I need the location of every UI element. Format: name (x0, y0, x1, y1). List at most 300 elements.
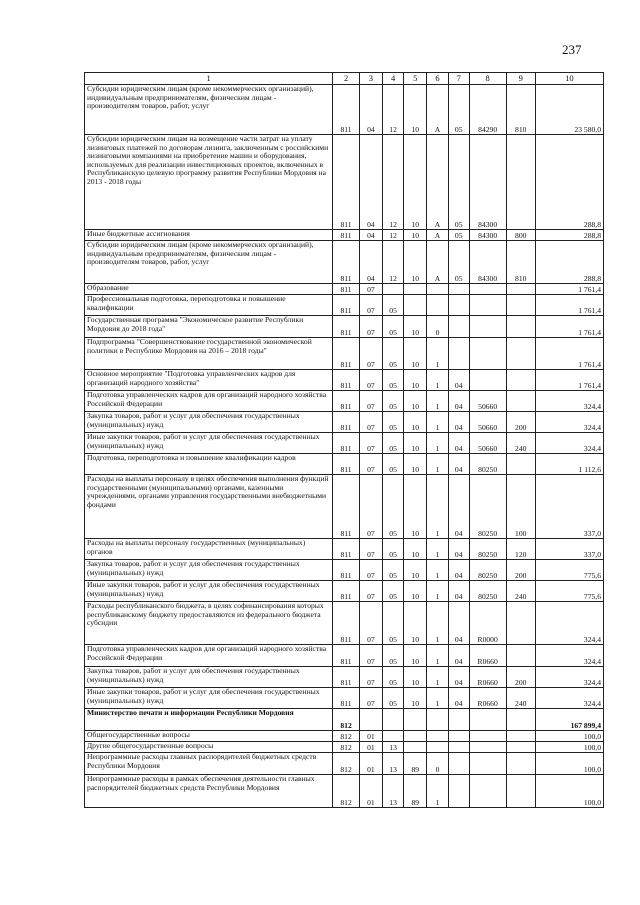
code-cell: 07 (360, 560, 383, 581)
code-cell: 04 (448, 539, 469, 560)
code-cell: R0000 (469, 602, 506, 645)
code-cell (404, 742, 427, 753)
column-header: 1 (85, 73, 333, 85)
code-cell: 1 (427, 667, 449, 688)
code-cell (469, 775, 506, 808)
amount-cell: 324,4 (535, 688, 603, 709)
code-cell: 10 (404, 85, 427, 135)
row-name-cell: Образование (85, 284, 333, 295)
table-row (85, 135, 604, 230)
table-row (85, 539, 604, 560)
code-cell: 811 (333, 667, 360, 688)
code-cell: 1 (427, 581, 449, 602)
row-name-cell: Расходы республиканского бюджета, в целях софинансирования которых республиканскому бюджету предоставляются из федерального бюджета субсидии (85, 602, 333, 645)
code-cell: 1 (427, 338, 449, 370)
table-body (85, 85, 604, 808)
row-name-cell: Подготовка управленческих кадров для организаций народного хозяйства Российской Федерации (85, 645, 333, 667)
code-cell: 05 (382, 295, 404, 316)
code-cell: 05 (448, 85, 469, 135)
table-row (85, 284, 604, 295)
row-name-cell: Общегосударственные вопросы (85, 731, 333, 742)
amount-cell: 1 761,4 (535, 316, 603, 338)
code-cell: 810 (506, 241, 535, 284)
code-cell: 811 (333, 602, 360, 645)
code-cell: 07 (360, 391, 383, 412)
code-cell: 04 (448, 433, 469, 454)
code-cell: 811 (333, 560, 360, 581)
code-cell (506, 135, 535, 230)
row-name-cell: Иные закупки товаров, работ и услуг для обеспечения государственных (муниципальных) нужд (85, 433, 333, 454)
code-cell (506, 370, 535, 391)
amount-cell: 1 761,4 (535, 370, 603, 391)
table-row (85, 645, 604, 667)
code-cell: 0 (427, 753, 449, 775)
column-header: 9 (506, 73, 535, 85)
amount-cell: 324,4 (535, 667, 603, 688)
code-cell: 04 (448, 560, 469, 581)
code-cell: 04 (360, 241, 383, 284)
code-cell: 1 (427, 602, 449, 645)
table-row (85, 85, 604, 135)
amount-cell: 337,0 (535, 475, 603, 539)
code-cell: 811 (333, 230, 360, 241)
amount-cell: 288,8 (535, 230, 603, 241)
code-cell: 200 (506, 412, 535, 433)
code-cell: 1 (427, 454, 449, 475)
table-row (85, 316, 604, 338)
table-row (85, 295, 604, 316)
table-row (85, 731, 604, 742)
code-cell: 07 (360, 475, 383, 539)
code-cell: 07 (360, 295, 383, 316)
code-cell: 10 (404, 581, 427, 602)
code-cell: 13 (382, 753, 404, 775)
code-cell: 120 (506, 539, 535, 560)
code-cell: 811 (333, 475, 360, 539)
row-name-cell: Иные бюджетные ассигнования (85, 230, 333, 241)
code-cell: 240 (506, 688, 535, 709)
code-cell: 812 (333, 731, 360, 742)
code-cell: 50660 (469, 391, 506, 412)
code-cell: 89 (404, 753, 427, 775)
code-cell: 84300 (469, 230, 506, 241)
code-cell: 10 (404, 135, 427, 230)
code-cell: 04 (360, 230, 383, 241)
code-cell: 04 (448, 391, 469, 412)
code-cell (506, 338, 535, 370)
code-cell: А (427, 241, 449, 284)
code-cell: 07 (360, 370, 383, 391)
code-cell: 13 (382, 775, 404, 808)
amount-cell: 288,8 (535, 241, 603, 284)
table-row (85, 667, 604, 688)
column-header: 3 (360, 73, 383, 85)
code-cell: 05 (448, 230, 469, 241)
code-cell: 84290 (469, 85, 506, 135)
code-cell: 10 (404, 391, 427, 412)
code-cell: 1 (427, 475, 449, 539)
code-cell: 1 (427, 433, 449, 454)
code-cell: 10 (404, 230, 427, 241)
code-cell: 240 (506, 581, 535, 602)
row-name-cell: Непрограммные расходы в рамках обеспечения деятельности главных распорядителей бюджетных средств Республики Мордовия (85, 775, 333, 808)
amount-cell: 100,0 (535, 753, 603, 775)
code-cell: 80250 (469, 581, 506, 602)
table-row (85, 391, 604, 412)
code-cell: 05 (382, 539, 404, 560)
table-row (85, 688, 604, 709)
amount-cell: 288,8 (535, 135, 603, 230)
code-cell: 01 (360, 731, 383, 742)
code-cell: 07 (360, 645, 383, 667)
code-cell: 1 (427, 391, 449, 412)
code-cell: 810 (506, 85, 535, 135)
code-cell (469, 709, 506, 731)
code-cell (469, 295, 506, 316)
code-cell (360, 709, 383, 731)
code-cell: 811 (333, 241, 360, 284)
code-cell: 04 (448, 412, 469, 433)
code-cell: 1 (427, 539, 449, 560)
row-name-cell: Другие общегосударственные вопросы (85, 742, 333, 753)
code-cell (427, 742, 449, 753)
code-cell (506, 295, 535, 316)
code-cell: 10 (404, 316, 427, 338)
code-cell: 10 (404, 688, 427, 709)
code-cell (404, 295, 427, 316)
code-cell: 811 (333, 284, 360, 295)
code-cell: 12 (382, 230, 404, 241)
code-cell (448, 316, 469, 338)
row-name-cell: Субсидии юридическим лицам (кроме некоммерческих организаций), индивидуальным предпринимателям, физическим лицам - производителям товаров, работ, услуг (85, 241, 333, 284)
amount-cell: 337,0 (535, 539, 603, 560)
row-name-cell: Непрограммные расходы главных распорядителей бюджетных средств Республики Мордовия (85, 753, 333, 775)
code-cell (506, 731, 535, 742)
code-cell: 04 (448, 581, 469, 602)
row-name-cell: Министерство печати и информации Республики Мордовия (85, 709, 333, 731)
code-cell: 07 (360, 454, 383, 475)
code-cell: 12 (382, 135, 404, 230)
code-cell (506, 709, 535, 731)
row-name-cell: Подготовка, переподготовка и повышение квалификации кадров (85, 454, 333, 475)
amount-cell: 23 580,0 (535, 85, 603, 135)
code-cell (506, 391, 535, 412)
code-cell: 07 (360, 412, 383, 433)
table-row (85, 560, 604, 581)
code-cell: А (427, 135, 449, 230)
row-name-cell: Иные закупки товаров, работ и услуг для обеспечения государственных (муниципальных) нужд (85, 581, 333, 602)
code-cell: 07 (360, 539, 383, 560)
code-cell (506, 316, 535, 338)
table-row (85, 753, 604, 775)
code-cell (448, 284, 469, 295)
code-cell: 240 (506, 433, 535, 454)
amount-cell: 1 761,4 (535, 338, 603, 370)
code-cell: R0660 (469, 688, 506, 709)
row-name-cell: Субсидии юридическим лицам (кроме некоммерческих организаций), индивидуальным предпринимателям, физическим лицам - производителям товаров, работ, услуг (85, 85, 333, 135)
code-cell: 811 (333, 316, 360, 338)
amount-cell: 775,6 (535, 560, 603, 581)
column-header: 5 (404, 73, 427, 85)
code-cell: 80250 (469, 454, 506, 475)
code-cell: 200 (506, 560, 535, 581)
code-cell (448, 338, 469, 370)
column-header: 8 (469, 73, 506, 85)
code-cell: 811 (333, 370, 360, 391)
code-cell: 812 (333, 742, 360, 753)
code-cell (469, 370, 506, 391)
code-cell: 1 (427, 370, 449, 391)
code-cell (469, 338, 506, 370)
code-cell: 07 (360, 338, 383, 370)
table-row (85, 433, 604, 454)
code-cell: 10 (404, 433, 427, 454)
column-header: 10 (535, 73, 603, 85)
code-cell: 1 (427, 645, 449, 667)
code-cell (448, 295, 469, 316)
amount-cell: 167 899,4 (535, 709, 603, 731)
code-cell: 07 (360, 581, 383, 602)
code-cell (506, 454, 535, 475)
code-cell: 01 (360, 753, 383, 775)
code-cell (382, 731, 404, 742)
row-name-cell: Закупка товаров, работ и услуг для обеспечения государственных (муниципальных) нужд (85, 667, 333, 688)
code-cell (404, 709, 427, 731)
code-cell: 04 (448, 370, 469, 391)
row-name-cell: Подготовка управленческих кадров для организаций народного хозяйства Российской Федерации (85, 391, 333, 412)
code-cell: 04 (448, 602, 469, 645)
code-cell: 07 (360, 316, 383, 338)
code-cell: 1 (427, 412, 449, 433)
row-name-cell: Субсидии юридическим лицам на возмещение части затрат на уплату лизинговых платежей по договорам лизинга, заключенным с российскими лизинговыми компаниями на приобретение машин и оборудования, используемых для реализации инвестиционных проектов, включенных в Республиканскую целевую программу развития Республики Мордовия на 2013 - 2018 годы (85, 135, 333, 230)
amount-cell: 1 112,6 (535, 454, 603, 475)
code-cell: 04 (448, 667, 469, 688)
code-cell: 50660 (469, 433, 506, 454)
code-cell: 10 (404, 667, 427, 688)
code-cell (427, 731, 449, 742)
code-cell (382, 284, 404, 295)
code-cell: 812 (333, 709, 360, 731)
code-cell: 07 (360, 433, 383, 454)
code-cell: 800 (506, 230, 535, 241)
code-cell: 812 (333, 753, 360, 775)
code-cell: 04 (448, 475, 469, 539)
code-cell: 10 (404, 412, 427, 433)
row-name-cell: Расходы на выплаты персоналу государственных (муниципальных) органов (85, 539, 333, 560)
row-name-cell: Закупка товаров, работ и услуг для обеспечения государственных (муниципальных) нужд (85, 412, 333, 433)
code-cell: 05 (448, 135, 469, 230)
code-cell: 05 (382, 370, 404, 391)
code-cell: 811 (333, 338, 360, 370)
code-cell: 05 (382, 475, 404, 539)
code-cell (427, 709, 449, 731)
code-cell: 811 (333, 135, 360, 230)
code-cell: 84300 (469, 241, 506, 284)
code-cell: 80250 (469, 539, 506, 560)
row-name-cell: Основное мероприятие "Подготовка управленческих кадров для организаций народного хозяйства" (85, 370, 333, 391)
table-row (85, 742, 604, 753)
code-cell: А (427, 230, 449, 241)
code-cell: 05 (382, 667, 404, 688)
code-cell: 200 (506, 667, 535, 688)
table-header-row (85, 73, 604, 85)
code-cell: 01 (360, 742, 383, 753)
code-cell: 05 (382, 645, 404, 667)
code-cell: 812 (333, 775, 360, 808)
code-cell: 80250 (469, 475, 506, 539)
column-header: 2 (333, 73, 360, 85)
code-cell (506, 775, 535, 808)
code-cell: 05 (382, 391, 404, 412)
code-cell: 100 (506, 475, 535, 539)
code-cell: 01 (360, 775, 383, 808)
table-row (85, 241, 604, 284)
column-header: 6 (427, 73, 449, 85)
code-cell (427, 295, 449, 316)
code-cell (404, 284, 427, 295)
table-row (85, 230, 604, 241)
row-name-cell: Профессиональная подготовка, переподготовка и повышение квалификации (85, 295, 333, 316)
code-cell (506, 284, 535, 295)
code-cell: 811 (333, 85, 360, 135)
code-cell: 04 (360, 85, 383, 135)
amount-cell: 100,0 (535, 731, 603, 742)
table-row (85, 338, 604, 370)
row-name-cell: Закупка товаров, работ и услуг для обеспечения государственных (муниципальных) нужд (85, 560, 333, 581)
amount-cell: 100,0 (535, 742, 603, 753)
code-cell: 10 (404, 602, 427, 645)
code-cell: 811 (333, 539, 360, 560)
code-cell: 05 (382, 581, 404, 602)
table-row (85, 775, 604, 808)
code-cell: 811 (333, 688, 360, 709)
page-number: 237 (562, 42, 582, 57)
code-cell: 05 (382, 338, 404, 370)
code-cell (506, 645, 535, 667)
code-cell: 13 (382, 742, 404, 753)
code-cell: 07 (360, 667, 383, 688)
code-cell: 12 (382, 85, 404, 135)
code-cell: 05 (382, 602, 404, 645)
code-cell: 05 (382, 454, 404, 475)
code-cell (469, 742, 506, 753)
table-row (85, 412, 604, 433)
amount-cell: 100,0 (535, 775, 603, 808)
code-cell: 04 (448, 688, 469, 709)
code-cell: 50660 (469, 412, 506, 433)
amount-cell: 324,4 (535, 391, 603, 412)
code-cell (448, 775, 469, 808)
code-cell: 04 (448, 645, 469, 667)
code-cell: 04 (448, 454, 469, 475)
budget-table (84, 72, 604, 808)
code-cell: 1 (427, 775, 449, 808)
table-row (85, 709, 604, 731)
table-row (85, 454, 604, 475)
amount-cell: 1 761,4 (535, 295, 603, 316)
code-cell: 0 (427, 316, 449, 338)
amount-cell: 775,6 (535, 581, 603, 602)
code-cell (448, 731, 469, 742)
code-cell: 811 (333, 412, 360, 433)
code-cell: 10 (404, 370, 427, 391)
code-cell: 07 (360, 284, 383, 295)
row-name-cell: Государственная программа "Экономическое развитие Республики Мордовия до 2018 года" (85, 316, 333, 338)
code-cell (469, 316, 506, 338)
code-cell (404, 731, 427, 742)
code-cell: 811 (333, 391, 360, 412)
code-cell: 811 (333, 454, 360, 475)
table-row (85, 370, 604, 391)
column-header: 7 (448, 73, 469, 85)
code-cell: 10 (404, 475, 427, 539)
code-cell (506, 602, 535, 645)
row-name-cell: Подпрограмма "Совершенствование государственной экономической политики в Республике Мордовия на 2016 – 2018 годы" (85, 338, 333, 370)
code-cell: 10 (404, 539, 427, 560)
code-cell: 1 (427, 688, 449, 709)
code-cell: 811 (333, 645, 360, 667)
code-cell (469, 731, 506, 742)
code-cell: 80250 (469, 560, 506, 581)
code-cell (448, 753, 469, 775)
code-cell: 05 (382, 433, 404, 454)
code-cell: 07 (360, 688, 383, 709)
table-row (85, 581, 604, 602)
code-cell: 10 (404, 645, 427, 667)
table-row (85, 602, 604, 645)
amount-cell: 324,4 (535, 433, 603, 454)
code-cell: 05 (382, 316, 404, 338)
code-cell (382, 709, 404, 731)
code-cell (427, 284, 449, 295)
code-cell: 84300 (469, 135, 506, 230)
code-cell (506, 742, 535, 753)
code-cell: А (427, 85, 449, 135)
table-row (85, 475, 604, 539)
code-cell (448, 709, 469, 731)
code-cell: 05 (382, 560, 404, 581)
code-cell: R0660 (469, 667, 506, 688)
row-name-cell: Расходы на выплаты персоналу в целях обеспечения выполнения функций государственными (муниципальными) органами, казенными учреждениями, органами управления государственными внебюджетными фондами (85, 475, 333, 539)
code-cell: 10 (404, 454, 427, 475)
amount-cell: 324,4 (535, 645, 603, 667)
code-cell: 04 (360, 135, 383, 230)
code-cell: 89 (404, 775, 427, 808)
amount-cell: 1 761,4 (535, 284, 603, 295)
code-cell: R0660 (469, 645, 506, 667)
code-cell: 07 (360, 602, 383, 645)
code-cell: 05 (448, 241, 469, 284)
code-cell: 10 (404, 338, 427, 370)
code-cell: 05 (382, 688, 404, 709)
code-cell (448, 742, 469, 753)
code-cell: 811 (333, 295, 360, 316)
code-cell: 811 (333, 433, 360, 454)
code-cell: 811 (333, 581, 360, 602)
amount-cell: 324,4 (535, 412, 603, 433)
column-header: 4 (382, 73, 404, 85)
row-name-cell: Иные закупки товаров, работ и услуг для обеспечения государственных (муниципальных) нужд (85, 688, 333, 709)
code-cell (469, 753, 506, 775)
amount-cell: 324,4 (535, 602, 603, 645)
code-cell: 1 (427, 560, 449, 581)
code-cell: 05 (382, 412, 404, 433)
code-cell: 12 (382, 241, 404, 284)
code-cell (506, 753, 535, 775)
code-cell: 10 (404, 560, 427, 581)
code-cell (469, 284, 506, 295)
code-cell: 10 (404, 241, 427, 284)
